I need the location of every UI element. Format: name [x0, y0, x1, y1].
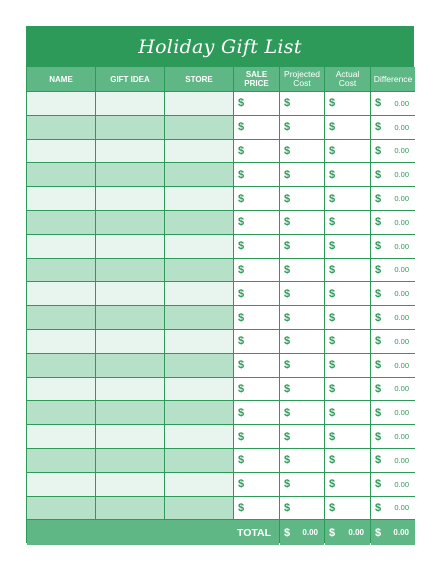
currency-symbol: $ [375, 501, 382, 514]
store-cell[interactable] [165, 92, 233, 116]
gift-idea-cell[interactable] [96, 401, 164, 425]
gift-idea-cell[interactable] [96, 235, 164, 259]
store-cell[interactable] [165, 354, 233, 378]
currency-symbol: $ [284, 263, 291, 276]
difference-cell[interactable] [371, 235, 415, 259]
currency-symbol: $ [238, 287, 245, 300]
store-cell[interactable] [165, 449, 233, 473]
sale-price-cell[interactable] [234, 473, 279, 497]
actual-cost-cell[interactable] [325, 163, 370, 187]
store-cell[interactable] [165, 211, 233, 235]
projected-cost-cell[interactable] [280, 235, 324, 259]
amount-value: 0.00 [394, 217, 409, 227]
currency-symbol: $ [375, 168, 382, 181]
gift-idea-cell[interactable] [96, 449, 164, 473]
gift-idea-cell[interactable] [96, 282, 164, 306]
actual-cost-cell[interactable] [325, 235, 370, 259]
projected-cost-cell[interactable] [280, 425, 324, 449]
currency-symbol: $ [329, 430, 336, 443]
currency-symbol: $ [284, 168, 291, 181]
sale-price-cell[interactable] [234, 306, 279, 330]
store-cell[interactable] [165, 163, 233, 187]
actual-total-cell [325, 520, 370, 545]
amount-value: 0.00 [394, 455, 409, 465]
currency-symbol: $ [284, 454, 291, 467]
store-cell[interactable] [165, 187, 233, 211]
column-header: Actual Cost [325, 67, 370, 92]
sale-price-cell[interactable] [234, 163, 279, 187]
currency-symbol: $ [375, 216, 382, 229]
currency-symbol: $ [375, 240, 382, 253]
store-cell[interactable] [165, 116, 233, 140]
sale-price-cell[interactable] [234, 401, 279, 425]
sale-price-cell[interactable] [234, 116, 279, 140]
name-cell[interactable] [27, 187, 95, 211]
sale-price-cell[interactable] [234, 330, 279, 354]
name-cell[interactable] [27, 330, 95, 354]
currency-symbol: $ [375, 263, 382, 276]
projected-cost-cell[interactable] [280, 401, 324, 425]
currency-symbol: $ [329, 526, 336, 539]
actual-cost-cell[interactable] [325, 330, 370, 354]
currency-symbol: $ [375, 526, 382, 539]
actual-cost-cell[interactable] [325, 378, 370, 402]
gift-idea-cell[interactable] [96, 211, 164, 235]
currency-symbol: $ [375, 478, 382, 491]
gift-idea-cell[interactable] [96, 330, 164, 354]
sale-price-cell[interactable] [234, 282, 279, 306]
projected-cost-cell[interactable] [280, 163, 324, 187]
name-cell[interactable] [27, 306, 95, 330]
amount-value: 0.00 [394, 122, 409, 132]
column-header: STORE [165, 67, 233, 92]
amount-value: 0.00 [394, 384, 409, 394]
currency-symbol: $ [329, 501, 336, 514]
currency-symbol: $ [375, 406, 382, 419]
amount-value: 0.00 [394, 360, 409, 370]
currency-symbol: $ [329, 97, 336, 110]
actual-cost-cell[interactable] [325, 140, 370, 164]
sale-price-cell[interactable] [234, 449, 279, 473]
projected-cost-cell[interactable] [280, 497, 324, 521]
name-cell[interactable] [27, 425, 95, 449]
amount-value: 0.00 [394, 265, 409, 275]
currency-symbol: $ [375, 192, 382, 205]
difference-cell[interactable] [371, 282, 415, 306]
currency-symbol: $ [238, 382, 245, 395]
currency-symbol: $ [238, 406, 245, 419]
currency-symbol: $ [238, 121, 245, 134]
actual-cost-cell[interactable] [325, 497, 370, 521]
currency-symbol: $ [375, 335, 382, 348]
actual-cost-cell[interactable] [325, 211, 370, 235]
sale-price-cell[interactable] [234, 378, 279, 402]
name-cell[interactable] [27, 378, 95, 402]
column-header: SALE PRICE [234, 67, 279, 92]
page-title: Holiday Gift List [138, 35, 302, 58]
currency-symbol: $ [238, 454, 245, 467]
amount-value: 0.00 [394, 241, 409, 251]
currency-symbol: $ [284, 335, 291, 348]
currency-symbol: $ [329, 121, 336, 134]
currency-symbol: $ [329, 168, 336, 181]
currency-symbol: $ [284, 121, 291, 134]
store-cell[interactable] [165, 330, 233, 354]
currency-symbol: $ [329, 240, 336, 253]
projected-cost-cell[interactable] [280, 259, 324, 283]
difference-cell[interactable] [371, 330, 415, 354]
difference-total-cell [371, 520, 415, 545]
projected-cost-cell[interactable] [280, 92, 324, 116]
name-cell[interactable] [27, 473, 95, 497]
gift-idea-cell[interactable] [96, 259, 164, 283]
store-cell[interactable] [165, 140, 233, 164]
currency-symbol: $ [284, 382, 291, 395]
name-cell[interactable] [27, 235, 95, 259]
currency-symbol: $ [284, 287, 291, 300]
store-cell[interactable] [165, 282, 233, 306]
store-cell[interactable] [165, 378, 233, 402]
currency-symbol: $ [284, 406, 291, 419]
total-label: TOTAL [27, 520, 279, 545]
amount-value: 0.00 [394, 146, 409, 156]
actual-cost-cell[interactable] [325, 473, 370, 497]
amount-value: 0.00 [394, 194, 409, 204]
sale-price-cell[interactable] [234, 235, 279, 259]
store-cell[interactable] [165, 473, 233, 497]
name-cell[interactable] [27, 116, 95, 140]
sale-price-cell[interactable] [234, 187, 279, 211]
name-cell[interactable] [27, 449, 95, 473]
gift-idea-cell[interactable] [96, 497, 164, 521]
actual-cost-cell[interactable] [325, 401, 370, 425]
difference-cell[interactable] [371, 425, 415, 449]
column-header: Projected Cost [280, 67, 324, 92]
currency-symbol: $ [238, 335, 245, 348]
currency-symbol: $ [329, 478, 336, 491]
name-cell[interactable] [27, 211, 95, 235]
currency-symbol: $ [329, 216, 336, 229]
currency-symbol: $ [284, 478, 291, 491]
name-cell[interactable] [27, 140, 95, 164]
difference-cell[interactable] [371, 140, 415, 164]
column-header: GIFT IDEA [96, 67, 164, 92]
sale-price-cell[interactable] [234, 211, 279, 235]
currency-symbol: $ [375, 121, 382, 134]
difference-cell[interactable] [371, 92, 415, 116]
amount-value: 0.00 [394, 170, 409, 180]
currency-symbol: $ [284, 192, 291, 205]
store-cell[interactable] [165, 235, 233, 259]
currency-symbol: $ [238, 97, 245, 110]
sale-price-cell[interactable] [234, 259, 279, 283]
currency-symbol: $ [329, 406, 336, 419]
projected-cost-cell[interactable] [280, 473, 324, 497]
name-cell[interactable] [27, 92, 95, 116]
currency-symbol: $ [375, 287, 382, 300]
amount-value: 0.00 [394, 313, 409, 323]
projected-cost-cell[interactable] [280, 354, 324, 378]
currency-symbol: $ [284, 526, 291, 539]
currency-symbol: $ [329, 311, 336, 324]
currency-symbol: $ [238, 144, 245, 157]
currency-symbol: $ [284, 430, 291, 443]
gift-idea-cell[interactable] [96, 92, 164, 116]
title-bar [26, 26, 414, 67]
name-cell[interactable] [27, 354, 95, 378]
store-cell[interactable] [165, 259, 233, 283]
difference-cell[interactable] [371, 187, 415, 211]
gift-idea-cell[interactable] [96, 354, 164, 378]
currency-symbol: $ [329, 454, 336, 467]
difference-cell[interactable] [371, 378, 415, 402]
name-cell[interactable] [27, 497, 95, 521]
currency-symbol: $ [238, 501, 245, 514]
gift-idea-cell[interactable] [96, 116, 164, 140]
currency-symbol: $ [238, 430, 245, 443]
difference-cell[interactable] [371, 401, 415, 425]
name-cell[interactable] [27, 163, 95, 187]
currency-symbol: $ [329, 144, 336, 157]
projected-cost-cell[interactable] [280, 140, 324, 164]
store-cell[interactable] [165, 306, 233, 330]
gift-idea-cell[interactable] [96, 425, 164, 449]
currency-symbol: $ [284, 501, 291, 514]
currency-symbol: $ [375, 359, 382, 372]
currency-symbol: $ [238, 216, 245, 229]
currency-symbol: $ [284, 240, 291, 253]
difference-cell[interactable] [371, 211, 415, 235]
actual-cost-cell[interactable] [325, 425, 370, 449]
currency-symbol: $ [238, 192, 245, 205]
sale-price-cell[interactable] [234, 425, 279, 449]
currency-symbol: $ [238, 240, 245, 253]
name-cell[interactable] [27, 282, 95, 306]
sale-price-cell[interactable] [234, 497, 279, 521]
projected-cost-cell[interactable] [280, 211, 324, 235]
currency-symbol: $ [284, 97, 291, 110]
currency-symbol: $ [284, 311, 291, 324]
currency-symbol: $ [238, 359, 245, 372]
difference-cell[interactable] [371, 449, 415, 473]
gift-idea-cell[interactable] [96, 163, 164, 187]
actual-cost-cell[interactable] [325, 449, 370, 473]
currency-symbol: $ [284, 359, 291, 372]
store-cell[interactable] [165, 401, 233, 425]
store-cell[interactable] [165, 425, 233, 449]
gift-list-sheet [26, 26, 414, 543]
currency-symbol: $ [375, 454, 382, 467]
projected-cost-cell[interactable] [280, 282, 324, 306]
actual-cost-cell[interactable] [325, 116, 370, 140]
currency-symbol: $ [375, 430, 382, 443]
gift-table [26, 67, 414, 543]
difference-cell[interactable] [371, 473, 415, 497]
difference-cell[interactable] [371, 163, 415, 187]
difference-cell[interactable] [371, 497, 415, 521]
currency-symbol: $ [329, 192, 336, 205]
gift-idea-cell[interactable] [96, 378, 164, 402]
store-cell[interactable] [165, 497, 233, 521]
sale-price-cell[interactable] [234, 140, 279, 164]
currency-symbol: $ [238, 478, 245, 491]
sale-price-cell[interactable] [234, 92, 279, 116]
column-header: NAME [27, 67, 95, 92]
currency-symbol: $ [238, 311, 245, 324]
gift-idea-cell[interactable] [96, 473, 164, 497]
difference-cell[interactable] [371, 354, 415, 378]
currency-symbol: $ [375, 382, 382, 395]
name-cell[interactable] [27, 401, 95, 425]
actual-cost-cell[interactable] [325, 92, 370, 116]
projected-cost-cell[interactable] [280, 449, 324, 473]
difference-cell[interactable] [371, 259, 415, 283]
gift-idea-cell[interactable] [96, 187, 164, 211]
difference-cell[interactable] [371, 116, 415, 140]
actual-cost-cell[interactable] [325, 354, 370, 378]
amount-value: 0.00 [394, 336, 409, 346]
amount-value: 0.00 [393, 528, 409, 538]
gift-idea-cell[interactable] [96, 140, 164, 164]
currency-symbol: $ [375, 311, 382, 324]
amount-value: 0.00 [394, 503, 409, 513]
actual-cost-cell[interactable] [325, 259, 370, 283]
projected-cost-cell[interactable] [280, 378, 324, 402]
currency-symbol: $ [329, 335, 336, 348]
currency-symbol: $ [329, 287, 336, 300]
amount-value: 0.00 [348, 528, 364, 538]
amount-value: 0.00 [394, 408, 409, 418]
projected-cost-cell[interactable] [280, 116, 324, 140]
projected-cost-cell[interactable] [280, 187, 324, 211]
column-header: Difference [371, 67, 415, 92]
actual-cost-cell[interactable] [325, 306, 370, 330]
currency-symbol: $ [238, 168, 245, 181]
actual-cost-cell[interactable] [325, 282, 370, 306]
currency-symbol: $ [375, 144, 382, 157]
amount-value: 0.00 [394, 479, 409, 489]
projected-cost-cell[interactable] [280, 306, 324, 330]
currency-symbol: $ [329, 382, 336, 395]
actual-cost-cell[interactable] [325, 187, 370, 211]
currency-symbol: $ [329, 263, 336, 276]
currency-symbol: $ [284, 144, 291, 157]
amount-value: 0.00 [394, 98, 409, 108]
sale-price-cell[interactable] [234, 354, 279, 378]
currency-symbol: $ [375, 97, 382, 110]
amount-value: 0.00 [394, 289, 409, 299]
projected-cost-cell[interactable] [280, 330, 324, 354]
currency-symbol: $ [329, 359, 336, 372]
amount-value: 0.00 [302, 528, 318, 538]
amount-value: 0.00 [394, 432, 409, 442]
currency-symbol: $ [284, 216, 291, 229]
name-cell[interactable] [27, 259, 95, 283]
difference-cell[interactable] [371, 306, 415, 330]
gift-idea-cell[interactable] [96, 306, 164, 330]
projected-total-cell [280, 520, 324, 545]
currency-symbol: $ [238, 263, 245, 276]
